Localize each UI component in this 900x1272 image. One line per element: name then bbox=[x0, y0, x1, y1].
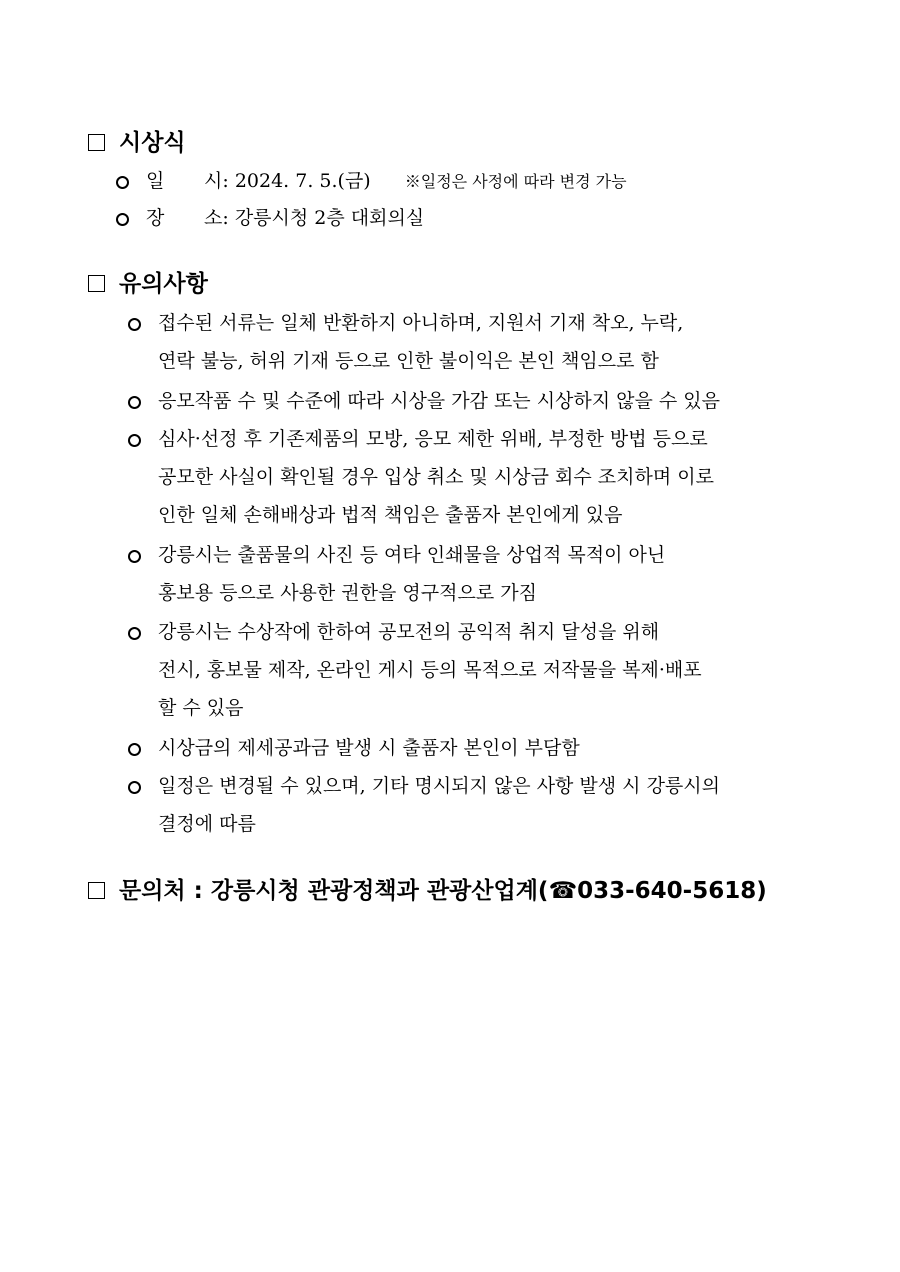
place-label-a: 장 bbox=[146, 207, 165, 229]
notice-line: 공모한 사실이 확인될 경우 입상 취소 및 시상금 회수 조치하며 이로 bbox=[158, 466, 714, 488]
bullet-circle-icon bbox=[116, 176, 129, 189]
bullet-circle-icon bbox=[128, 396, 141, 409]
bullet-circle-icon bbox=[128, 743, 141, 756]
notice-line: 접수된 서류는 일체 반환하지 아니하며, 지원서 기재 착오, 누락, bbox=[158, 312, 684, 334]
date-label-b: 시: bbox=[204, 170, 229, 192]
notice-line: 홍보용 등으로 사용한 권한을 영구적으로 가짐 bbox=[158, 582, 537, 604]
notice-line: 시상금의 제세공과금 발생 시 출품자 본인이 부담함 bbox=[158, 737, 580, 759]
notes-heading bbox=[88, 269, 208, 299]
bullet-circle-icon bbox=[128, 318, 141, 331]
contact-heading bbox=[88, 876, 767, 906]
ceremony-place: 강릉시청 2층 대회의실 bbox=[234, 207, 425, 229]
ceremony-date: 2024. 7. 5.(금) bbox=[234, 170, 371, 192]
notice-line: 강릉시는 출품물의 사진 등 여타 인쇄물을 상업적 목적이 아닌 bbox=[158, 544, 666, 566]
checkbox-square-icon bbox=[88, 134, 105, 151]
notice-line: 결정에 따름 bbox=[158, 813, 256, 835]
checkbox-square-icon bbox=[88, 882, 105, 899]
bullet-circle-icon bbox=[128, 550, 141, 563]
notice-line: 응모작품 수 및 수준에 따라 시상을 가감 또는 시상하지 않을 수 있음 bbox=[158, 390, 720, 412]
notice-line: 일정은 변경될 수 있으며, 기타 명시되지 않은 사항 발생 시 강릉시의 bbox=[158, 775, 720, 797]
date-change-note: ※일정은 사정에 따라 변경 가능 bbox=[404, 172, 627, 191]
notice-line: 할 수 있음 bbox=[158, 697, 244, 719]
ceremony-date-line bbox=[146, 168, 627, 195]
place-label-b: 소: bbox=[204, 207, 229, 229]
bullet-circle-icon bbox=[128, 627, 141, 640]
notice-line: 심사·선정 후 기존제품의 모방, 응모 제한 위배, 부정한 방법 등으로 bbox=[158, 428, 708, 450]
checkbox-square-icon bbox=[88, 275, 105, 292]
date-label-a: 일 bbox=[146, 170, 165, 192]
notes-heading-text: 유의사항 bbox=[119, 271, 208, 297]
bullet-circle-icon bbox=[116, 213, 129, 226]
notice-line: 강릉시는 수상작에 한하여 공모전의 공익적 취지 달성을 위해 bbox=[158, 621, 660, 643]
ceremony-heading-text: 시상식 bbox=[119, 130, 186, 156]
contact-text: 문의처 : 강릉시청 관광정책과 관광산업계(☎033-640-5618) bbox=[119, 878, 767, 904]
notice-line: 연락 불능, 허위 기재 등으로 인한 불이익은 본인 책임으로 함 bbox=[158, 350, 659, 372]
bullet-circle-icon bbox=[128, 434, 141, 447]
notice-line: 전시, 홍보물 제작, 온라인 게시 등의 목적으로 저작물을 복제·배포 bbox=[158, 659, 702, 681]
bullet-circle-icon bbox=[128, 781, 141, 794]
ceremony-place-line bbox=[146, 205, 424, 231]
notice-line: 인한 일체 손해배상과 법적 책임은 출품자 본인에게 있음 bbox=[158, 504, 623, 526]
ceremony-heading bbox=[88, 128, 186, 158]
